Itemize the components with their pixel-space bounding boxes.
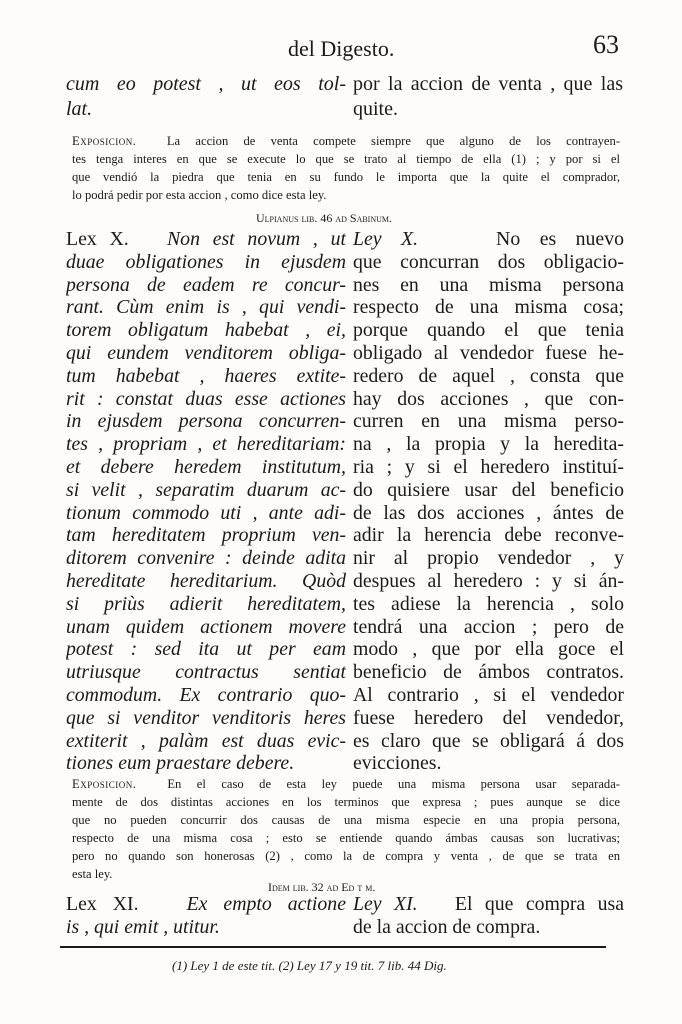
text-line: qui eundem venditorem obliga-: [66, 341, 346, 364]
text-line: duae obligationes in ejusdem: [66, 250, 346, 273]
text-line: redero de aquel , consta que: [353, 364, 624, 387]
text-line: fuese heredero del vendedor,: [353, 706, 624, 729]
text-line: tum habebat , haeres extite-: [66, 364, 346, 387]
text-line: tionum commodo uti , ante adi-: [66, 501, 346, 524]
text-line: que si venditor venditoris heres: [66, 706, 346, 729]
text-line: La accion de venta compete siempre que alguno de los contrayen-: [166, 134, 620, 148]
text-line: respecto de una misma cosa ; esto se entiende quando ámbas causas son lucrativas;: [72, 831, 620, 845]
text-line: tes adiese la herencia , solo: [353, 592, 624, 615]
text-line: is , qui emit , utitur.: [66, 915, 220, 938]
text-line: Non est novum , ut: [166, 228, 346, 250]
text-line: tam hereditatem proprium ven-: [66, 524, 346, 547]
text-line: mente de dos distintas acciones en los terminos que expresa ; pues aunque se dice: [72, 795, 620, 809]
text-line: hereditate hereditarium. Quòd: [66, 569, 346, 592]
text-line: et debere heredem institutum,: [66, 455, 346, 478]
latin-text-lex-x: [66, 228, 346, 775]
text-line: ditorem convenire : deinde adita: [66, 547, 346, 570]
ley-label: Ley X.: [353, 228, 419, 250]
text-line: nes en una misma persona: [353, 273, 624, 296]
latin-continuation: [66, 72, 346, 122]
exposicion-label: Exposicion.: [72, 134, 137, 148]
text-line: utriusque contractus sentiat: [66, 661, 346, 684]
source-attribution: Ulpianus lib. 46 ad Sabinum.: [256, 211, 393, 225]
footnote-rule: [60, 946, 606, 948]
text-line: nir al propio vendedor , y: [353, 547, 624, 570]
text-line: El que compra usa: [454, 893, 624, 915]
text-line: Al contrario , si el vendedor: [353, 683, 624, 706]
exposicion-paragraph: [72, 132, 620, 204]
text-line: beneficio de ámbos contratos.: [353, 661, 624, 684]
text-line: respecto de una misma cosa;: [353, 296, 624, 319]
spanish-text-ley-x: [353, 228, 624, 775]
text-line: lat.: [66, 98, 93, 120]
ley-label: Ley XI.: [353, 893, 418, 915]
text-line: commodum. Ex contrario quo-: [66, 683, 346, 706]
text-line: pero no quando son honerosas (2) , como la de compra y venta , de que se trata en: [72, 849, 620, 863]
text-line: de las dos acciones , ántes de: [353, 501, 624, 524]
text-line: quite.: [353, 98, 398, 120]
text-line: tes , propriam , et hereditariam:: [66, 433, 346, 456]
text-line: na , la propia y la heredita-: [353, 433, 624, 456]
text-line: que no pueden concurrir dos causas de una misma especie en una propia persona,: [72, 813, 620, 827]
text-line: in ejusdem persona concurren-: [66, 410, 346, 433]
text-line: es claro que se obligará á dos: [353, 729, 624, 752]
text-line: tendrá una accion ; pero de: [353, 615, 624, 638]
lex-label: Lex XI.: [66, 893, 139, 915]
text-line: si priùs adierit hereditatem,: [66, 592, 346, 615]
latin-text-lex-xi: [66, 893, 346, 939]
exposicion-paragraph: [72, 775, 620, 883]
text-line: cum eo potest , ut eos tol-: [66, 73, 346, 95]
text-line: adir la herencia debe reconve-: [353, 524, 624, 547]
text-line: que concurran dos obligacio-: [353, 250, 624, 273]
exposicion-label: Exposicion.: [72, 777, 137, 791]
text-line: torem obligatum habebat , ei,: [66, 319, 346, 342]
text-line: evicciones.: [353, 752, 442, 775]
footnotes: (1) Ley 1 de este tit. (2) Ley 17 y 19 tit. 7 lib. 44 Dig.: [172, 958, 447, 973]
text-line: extiterit , palàm est duas evic-: [66, 729, 346, 752]
text-line: Ex empto actione: [186, 893, 346, 915]
text-line: por la accion de venta , que las: [353, 73, 623, 95]
text-line: persona de eadem re concur-: [66, 273, 346, 296]
text-line: No es nuevo: [496, 228, 624, 250]
page-number: 63: [593, 30, 619, 59]
text-line: rit : constat duas esse actiones: [66, 387, 346, 410]
text-line: esta ley.: [72, 867, 113, 881]
spanish-text-ley-xi: [353, 893, 624, 939]
text-line: En el caso de esta ley puede una misma persona usar separada-: [167, 777, 620, 791]
text-line: que vendió la piedra que tenia en su fundo le importa que la quite el comprador,: [72, 170, 620, 184]
text-line: obligado al vendedor fuese he-: [353, 341, 624, 364]
text-line: despues al heredero : y si án-: [353, 569, 624, 592]
text-line: ria ; y si el heredero instituí-: [353, 455, 624, 478]
text-line: tiones eum praestare debere.: [66, 752, 295, 775]
text-line: si velit , separatim duarum ac-: [66, 478, 346, 501]
text-line: de la accion de compra.: [353, 915, 541, 938]
text-line: potest : sed ita ut per eam: [66, 638, 346, 661]
text-line: modo , que por ella goce el: [353, 638, 624, 661]
text-line: hay dos acciones , que con-: [353, 387, 624, 410]
text-line: tes tenga interes en que se execute lo que se trato al tiempo de ella (1) ; y por si el: [72, 152, 620, 166]
text-line: do quisiere usar del beneficio: [353, 478, 624, 501]
text-line: porque quando el que tenia: [353, 319, 624, 342]
spanish-continuation: [353, 72, 623, 122]
text-line: lo podrá pedir por esta accion , como dice esta ley.: [72, 188, 327, 202]
running-head: del Digesto.: [288, 36, 395, 61]
text-line: unam quidem actionem movere: [66, 615, 346, 638]
text-line: rant. Cùm enim is , qui vendi-: [66, 296, 346, 319]
source-attribution: Idem lib. 32 ad Ed t m.: [268, 880, 376, 894]
lex-label: Lex X.: [66, 228, 129, 250]
text-line: curren en una misma perso-: [353, 410, 624, 433]
